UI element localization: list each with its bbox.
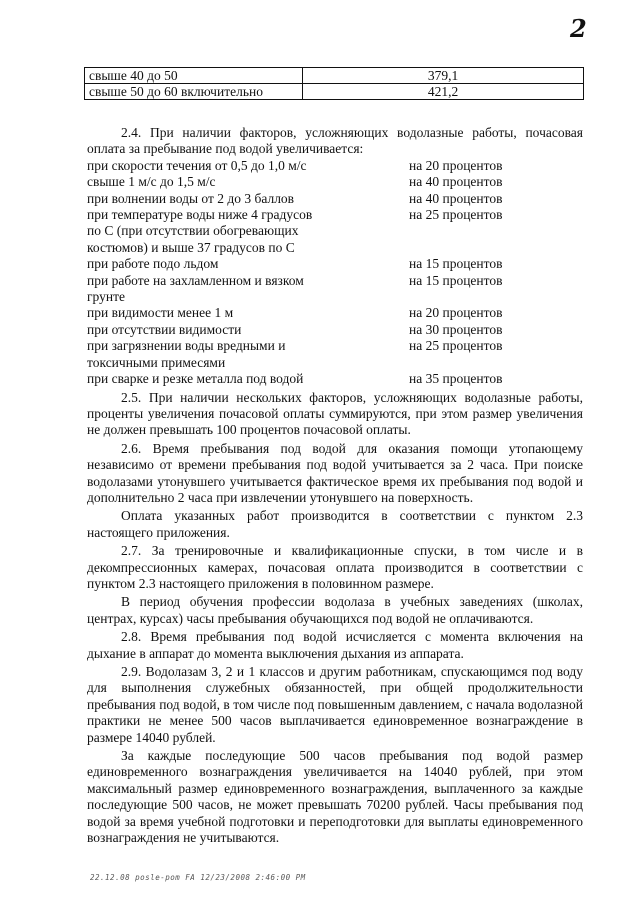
rate-label: свыше 50 до 60 включительно bbox=[85, 84, 303, 100]
factor-percent: на 20 процентов bbox=[409, 305, 503, 321]
paragraph-2-4: 2.4. При наличии факторов, усложняющих водолазные работы, почасовая оплата за пребывание под водой увеличивается: bbox=[87, 125, 583, 157]
factor-percent: на 30 процентов bbox=[409, 321, 503, 337]
factor-label: при загрязнении воды вредными и токсичными примесями bbox=[87, 338, 286, 370]
factor-item bbox=[87, 174, 583, 190]
rate-value: 379,1 bbox=[303, 68, 584, 84]
factor-item bbox=[87, 322, 583, 338]
factor-item bbox=[87, 338, 583, 371]
document-body bbox=[87, 125, 583, 846]
factor-label: при температуре воды ниже 4 градусов по С (при отсутствии обогревающих костюмов) и выше 37 градусов по С bbox=[87, 207, 313, 255]
factor-percent: на 25 процентов bbox=[409, 207, 503, 223]
factor-label: при работе на захламленном и вязком грунте bbox=[87, 272, 304, 305]
page-number: 2 bbox=[570, 14, 587, 43]
factor-item bbox=[87, 273, 583, 306]
factor-item bbox=[87, 305, 583, 321]
rate-table bbox=[84, 67, 584, 100]
factor-list bbox=[87, 158, 583, 388]
factor-label: при видимости менее 1 м bbox=[87, 305, 234, 321]
rate-label: свыше 40 до 50 bbox=[85, 68, 303, 84]
paragraph-2-6: 2.6. Время пребывания под водой для оказания помощи утопающему независимо от времени пребывания под водой учитывается за 2 часа. При поиске водолазами утонувшего учитывается фактическое время их пребывания под водой и дополнительно 2 часа при извлечении утонувшего на поверхность. bbox=[87, 440, 583, 505]
factor-percent: на 15 процентов bbox=[409, 256, 503, 272]
factor-percent: на 40 процентов bbox=[409, 174, 503, 190]
factor-item bbox=[87, 256, 583, 272]
factor-label: при сварке и резке металла под водой bbox=[87, 371, 304, 387]
factor-label: при отсутствии видимости bbox=[87, 321, 242, 337]
factor-item bbox=[87, 191, 583, 207]
paragraph-2-5: 2.5. При наличии нескольких факторов, усложняющих водолазные работы, проценты увеличения почасовой оплаты суммируются, при этом размер увеличения не должен превышать 100 процентов почасовой оплаты. bbox=[87, 389, 583, 438]
factor-label: при скорости течения от 0,5 до 1,0 м/с bbox=[87, 157, 307, 173]
factor-item bbox=[87, 158, 583, 174]
factor-percent: на 40 процентов bbox=[409, 190, 503, 206]
footer-stamp: 22.12.08 posle-pom FA 12/23/2008 2:46:00 PM bbox=[90, 873, 306, 882]
paragraph-2-7: 2.7. За тренировочные и квалификационные спуски, в том числе и в декомпрессионных камерах, почасовая оплата производится в соответствии с пунктом 2.3 настоящего приложения в половинном размере. bbox=[87, 543, 583, 591]
factor-label: свыше 1 м/с до 1,5 м/с bbox=[87, 174, 216, 190]
factor-percent: на 25 процентов bbox=[409, 338, 503, 354]
factor-label: при работе подо льдом bbox=[87, 256, 219, 272]
paragraph-2-9: 2.9. Водолазам 3, 2 и 1 классов и другим работникам, спускающимся под воду для выполнения служебных обязанностей, при общей продолжительности пребывания под водой, в том числе под повышенным давлением, с начала водолазной практики не менее 500 часов выплачивается единовременное вознаграждение в размере 14040 рублей. bbox=[87, 664, 583, 745]
table-row bbox=[85, 68, 584, 84]
factor-percent: на 35 процентов bbox=[409, 371, 503, 387]
paragraph-2-8: 2.8. Время пребывания под водой исчисляется с момента включения на дыхание в аппарат до момента выключения дыхания из аппарата. bbox=[87, 629, 583, 661]
paragraph-2-9-reward: За каждые последующие 500 часов пребывания под водой размер единовременного вознаграждения увеличивается на 14040 рублей, при этом максимальный размер единовременного вознаграждения, выплаченного за каждые последующие 500 часов, не может превышать 70200 рублей. Часы пребывания под водой за время учебной подготовки и переподготовки для выплаты единовременного вознаграждения не учитываются. bbox=[87, 748, 583, 846]
table-row bbox=[85, 84, 584, 100]
paragraph-2-6-payment: Оплата указанных работ производится в соответствии с пунктом 2.3 настоящего приложения. bbox=[87, 508, 583, 540]
factor-item bbox=[87, 207, 583, 256]
factor-percent: на 20 процентов bbox=[409, 157, 503, 173]
factor-percent: на 15 процентов bbox=[409, 272, 503, 288]
paragraph-2-7-training: В период обучения профессии водолаза в учебных заведениях (школах, центрах, курсах) часы пребывания обучающихся под водой не оплачиваются. bbox=[87, 594, 583, 626]
factor-item bbox=[87, 371, 583, 387]
rate-value: 421,2 bbox=[303, 84, 584, 100]
factor-label: при волнении воды от 2 до 3 баллов bbox=[87, 190, 295, 206]
